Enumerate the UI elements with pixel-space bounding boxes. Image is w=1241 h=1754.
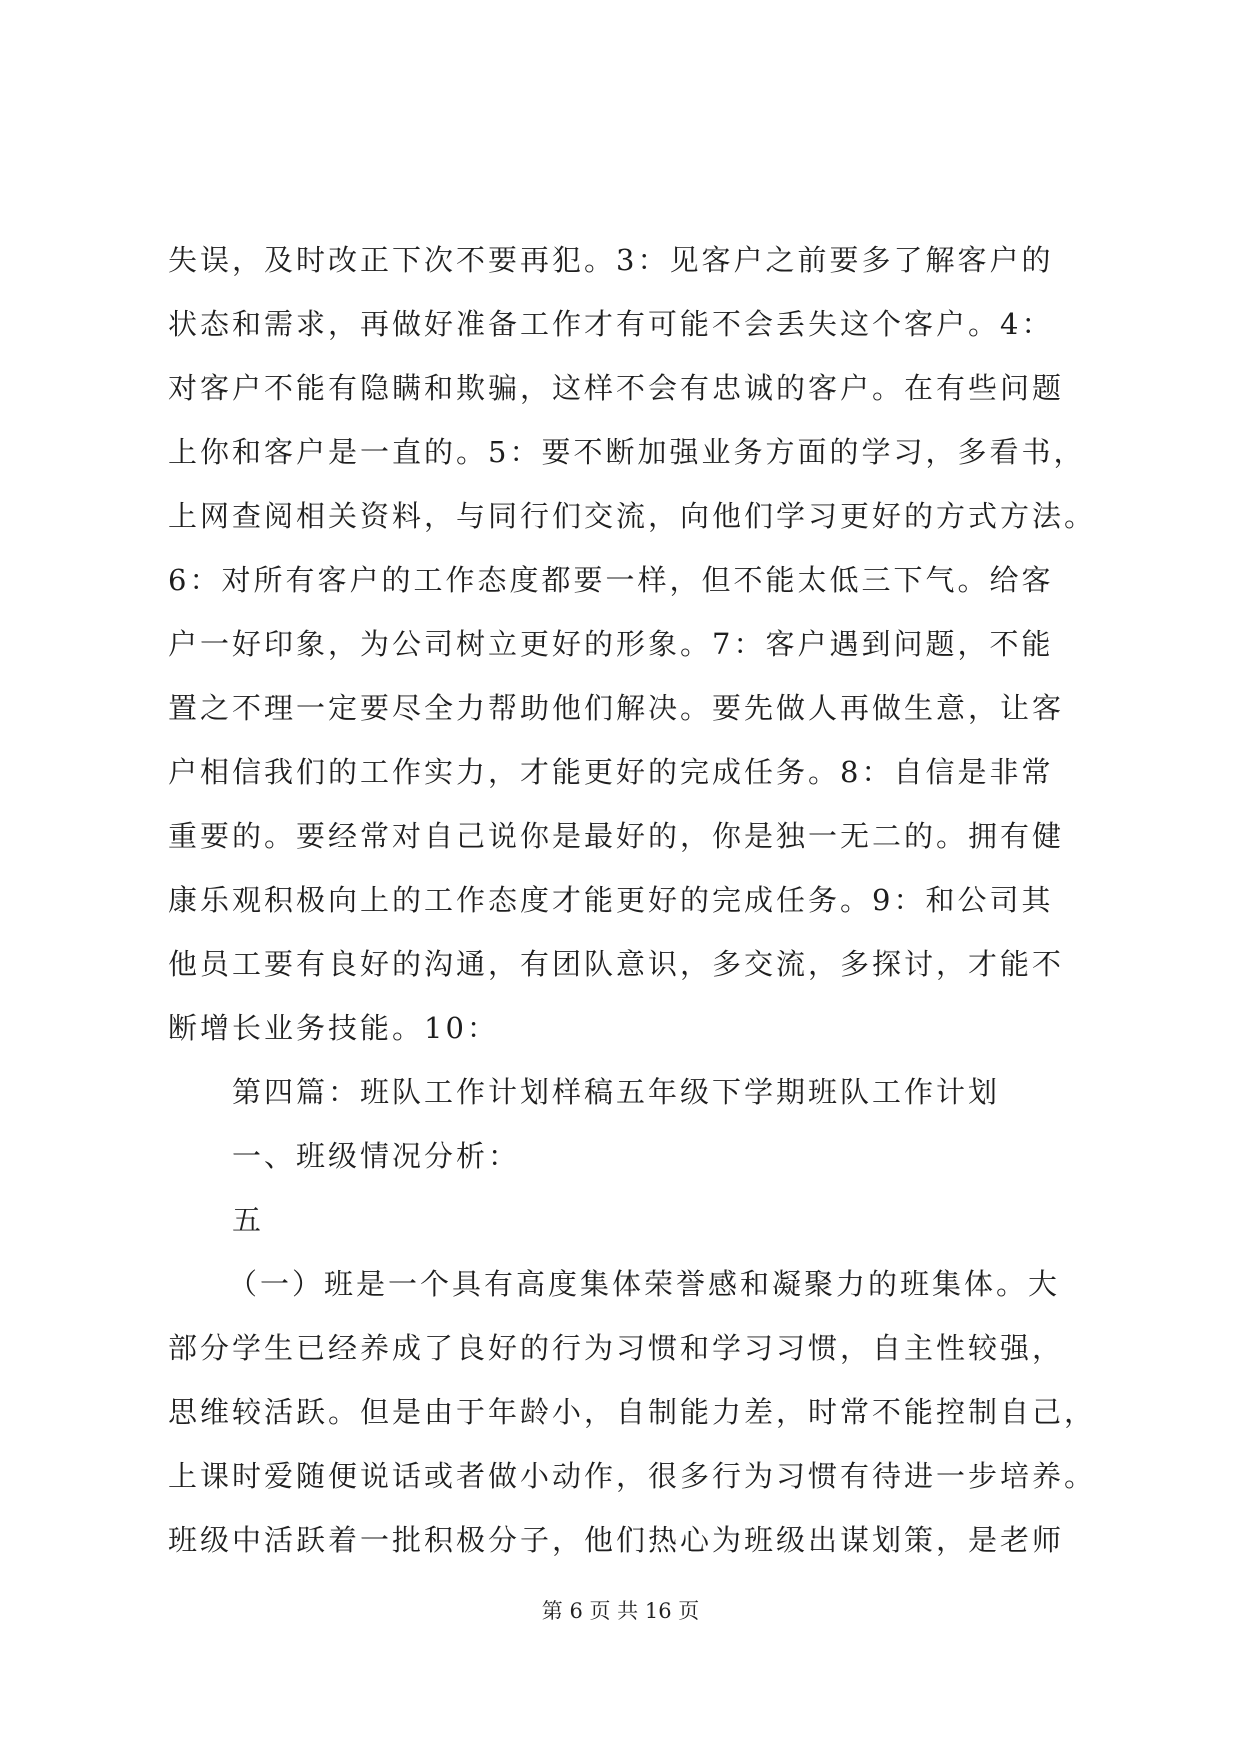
paragraph-first-line: （一）班是一个具有高度集体荣誉感和凝聚力的班集体。大: [228, 1267, 1061, 1301]
text-line: 状态和需求，再做好准备工作才有可能不会丢失这个客户。4：: [168, 307, 1054, 341]
text-line: 失误，及时改正下次不要再犯。3：见客户之前要多了解客户的: [168, 243, 1054, 277]
text-line: 康乐观积极向上的工作态度才能更好的完成任务。9：和公司其: [168, 883, 1054, 917]
subsection-heading: 一、班级情况分析：: [232, 1139, 521, 1173]
text-line: 重要的。要经常对自己说你是最好的，你是独一无二的。拥有健: [168, 819, 1065, 853]
text-line: 上你和客户是一直的。5：要不断加强业务方面的学习，多看书，: [168, 435, 1086, 469]
page-footer: 第 6 页 共 16 页: [541, 1599, 700, 1623]
text-line: 部分学生已经养成了良好的行为习惯和学习习惯，自主性较强，: [168, 1331, 1065, 1365]
text-line: 他员工要有良好的沟通，有团队意识，多交流，多探讨，才能不: [168, 947, 1065, 981]
text-line: 户一好印象，为公司树立更好的形象。7：客户遇到问题，不能: [168, 627, 1054, 661]
text-line: 对客户不能有隐瞒和欺骗，这样不会有忠诚的客户。在有些问题: [168, 371, 1065, 405]
section-heading: 第四篇：班队工作计划样稿五年级下学期班队工作计划: [232, 1075, 1001, 1109]
text-line: 班级中活跃着一批积极分子，他们热心为班级出谋划策，是老师: [168, 1523, 1065, 1557]
text-line: 6：对所有客户的工作态度都要一样，但不能太低三下气。给客: [168, 563, 1054, 597]
text-line: 户相信我们的工作实力，才能更好的完成任务。8：自信是非常: [168, 755, 1054, 789]
text-line: 五: [232, 1203, 265, 1237]
text-line: 断增长业务技能。10：: [168, 1011, 499, 1045]
text-line: 思维较活跃。但是由于年龄小，自制能力差，时常不能控制自己，: [168, 1395, 1097, 1429]
text-line: 上课时爱随便说话或者做小动作，很多行为习惯有待进一步培养。: [168, 1459, 1097, 1493]
text-line: 上网查阅相关资料，与同行们交流，向他们学习更好的方式方法。: [168, 499, 1097, 533]
body-text: [168, 228, 1098, 1572]
text-line: 置之不理一定要尽全力帮助他们解决。要先做人再做生意，让客: [168, 691, 1065, 725]
